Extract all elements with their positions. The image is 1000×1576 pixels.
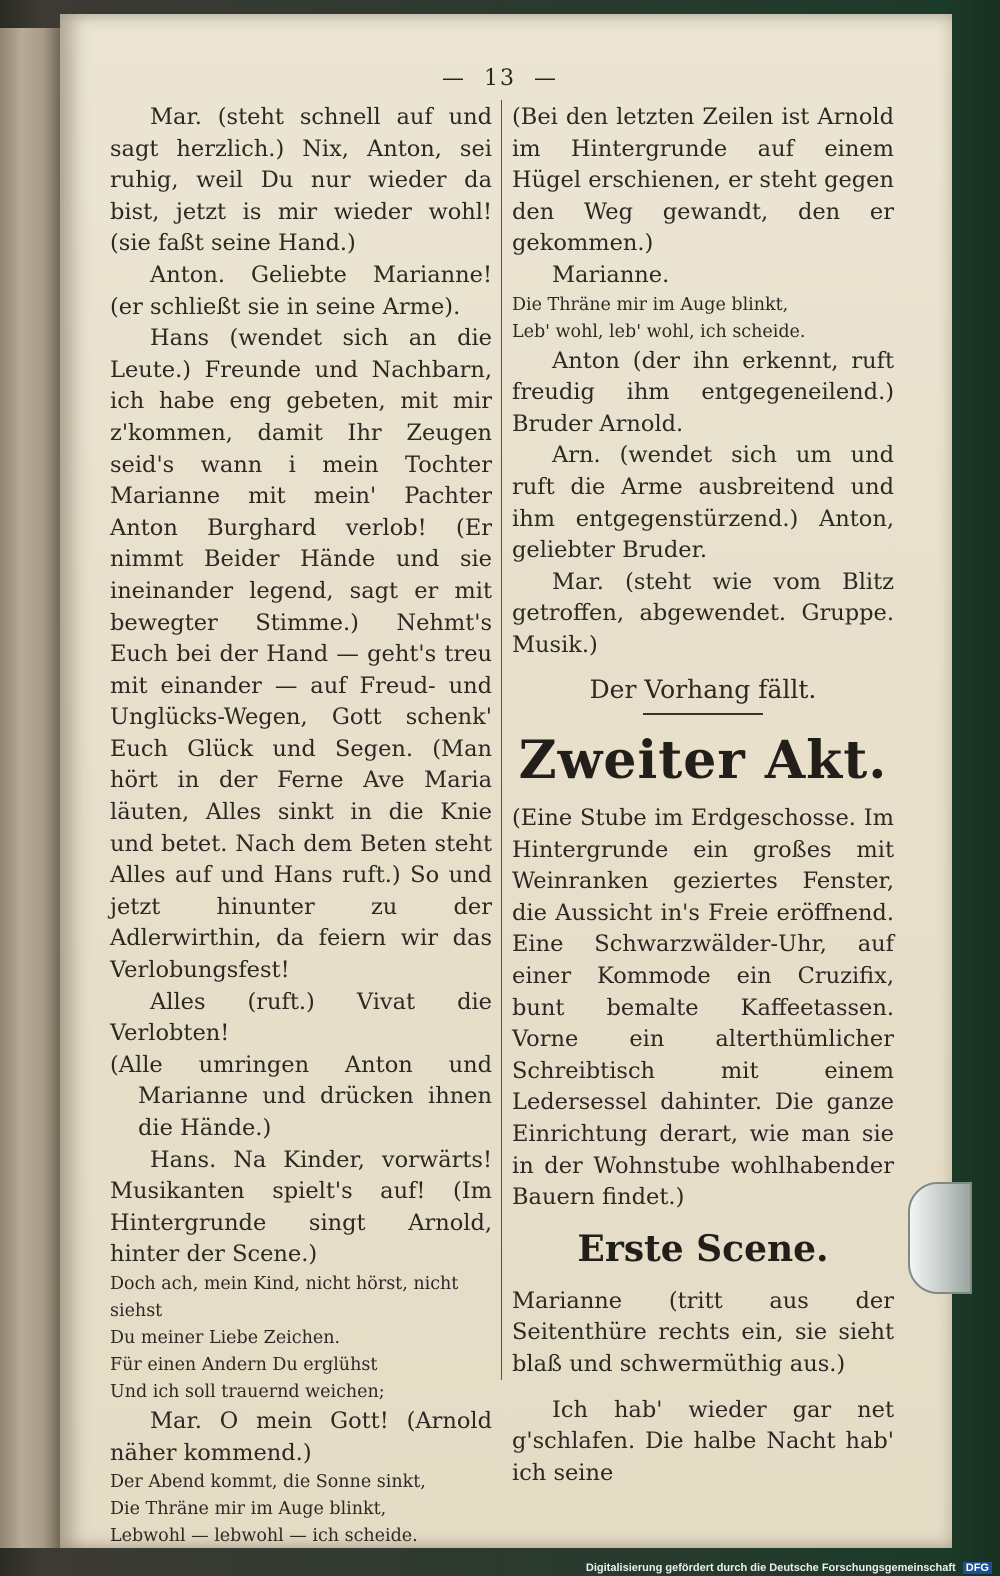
paragraph: Anton. Geliebte Marianne! (er schließt sie in seine Arme). (110, 261, 492, 320)
act-divider-rule (643, 713, 763, 715)
verse-line: Du meiner Liebe Zeichen. (110, 1327, 341, 1348)
left-page-edge (0, 28, 64, 1548)
paragraph: Mar. O mein Gott! (Arnold näher kommend.) (110, 1407, 492, 1466)
stage-direction: (Eine Stube im Erdgeschosse. Im Hintergrunde ein großes mit Weinranken geziertes Fenster, die Aussicht in's Freie eröffnend. Eine Schwarzwälder-Uhr, auf einer Kommode ein Cruzifix, bunt bemalte Kaffeetassen. Vorne ein alterthümlicher Schreibtisch mit einem Ledersessel dahinter. Die ganze Einrichtung derart, wie man sie in der Wohnstube wohlhabender Bauern findet.) (512, 805, 894, 1211)
footer-text: Digitalisierung gefördert durch die Deutsche Forschungsgemeinschaft (585, 1562, 956, 1574)
page-number-dash-left: — (442, 66, 466, 91)
paragraph: Anton (der ihn erkennt, ruft freudig ihm entgegeneilend.) Bruder Arnold. (512, 347, 894, 437)
verse-line: Lebwohl — lebwohl — ich scheide. (110, 1526, 418, 1547)
stage-direction: (Alle umringen Anton und Marianne und drücken ihnen die Hände.) (110, 1051, 492, 1141)
paragraph: Mar. (steht schnell auf und sagt herzlich.) Nix, Anton, sei ruhig, weil Du nur wieder da bist, jetzt is mir wieder wohl! (sie faßt seine Hand.) (110, 104, 492, 257)
verse-block (512, 292, 894, 346)
left-column (110, 102, 492, 1550)
paragraph: Mar. (steht wie vom Blitz getroffen, abgewendet. Gruppe. Musik.) (512, 568, 894, 658)
verse-line: Die Thräne mir im Auge blinkt, (512, 294, 789, 315)
paragraph: Alles (ruft.) Vivat die Verlobten! (110, 988, 492, 1047)
paragraph: Arn. (wendet sich um und ruft die Arme ausbreitend und ihm entgegenstürzend.) Anton, geliebter Bruder. (512, 442, 894, 564)
verse-line: Für einen Andern Du erglühst (110, 1354, 378, 1375)
paragraph: Hans (wendet sich an die Leute.) Freunde und Nachbarn, ich habe eng gebeten, mit mir z'kommen, damit Ihr Zeugen seid's wann i mein Tochter Marianne mit mein' Pachter Anton Burghard verlob! (Er nimmt Beider Hände und sie ineinander legend, sagt er mit bewegter Stimme.) Nehmt's Euch bei der Hand — geht's treu mit einander — auf Freud- und Unglücks-Wegen, Gott schenk' Euch Glück und Segen. (Man hört in der Ferne Ave Maria läuten, Alles sinkt in die Knie und betet. Nach dem Beten steht Alles auf und Hans ruft.) So und jetzt hinunter zu der Adlerwirthin, da feiern wir das Verlobungsfest! (110, 325, 492, 984)
stage-direction: (Bei den letzten Zeilen ist Arnold im Hintergrunde auf einem Hügel erschienen, er steht gegen den Weg gewandt, den er gekommen.) (512, 104, 894, 257)
verse-line: Die Thräne mir im Auge blinkt, (110, 1499, 387, 1520)
digitization-footer (586, 1562, 992, 1574)
page-number-line (0, 66, 1000, 91)
verse-line: Und ich soll trauernd weichen; (110, 1381, 385, 1402)
verse-line: Doch ach, mein Kind, nicht hörst, nicht siehst (110, 1273, 459, 1321)
paragraph: Ich hab' wieder gar net g'schlafen. Die halbe Nacht hab' ich seine (512, 1396, 894, 1486)
page-number: 13 (484, 66, 516, 91)
speaker-name: Marianne. (552, 261, 670, 288)
scene-title: Erste Scene. (577, 1227, 829, 1270)
right-column (512, 102, 894, 1489)
act-title: Zweiter Akt. (518, 730, 888, 792)
paragraph: Hans. Na Kinder, vorwärts! Musikanten spielt's auf! (Im Hintergrunde singt Arnold, hinter der Scene.) (110, 1146, 492, 1268)
curtain-line: Der Vorhang fällt. (589, 674, 817, 704)
column-divider (501, 100, 502, 1380)
dfg-logo: DFG (963, 1562, 992, 1574)
verse-block (110, 1469, 492, 1550)
page-clip (908, 1182, 972, 1294)
verse-line: Leb' wohl, leb' wohl, ich scheide. (512, 321, 806, 342)
verse-block (110, 1271, 492, 1406)
stage-direction: Marianne (tritt aus der Seitenthüre rechts ein, sie sieht blaß und schwermüthig aus.) (512, 1287, 894, 1377)
page-number-dash-right: — (534, 66, 558, 91)
verse-line: Der Abend kommt, die Sonne sinkt, (110, 1472, 426, 1493)
